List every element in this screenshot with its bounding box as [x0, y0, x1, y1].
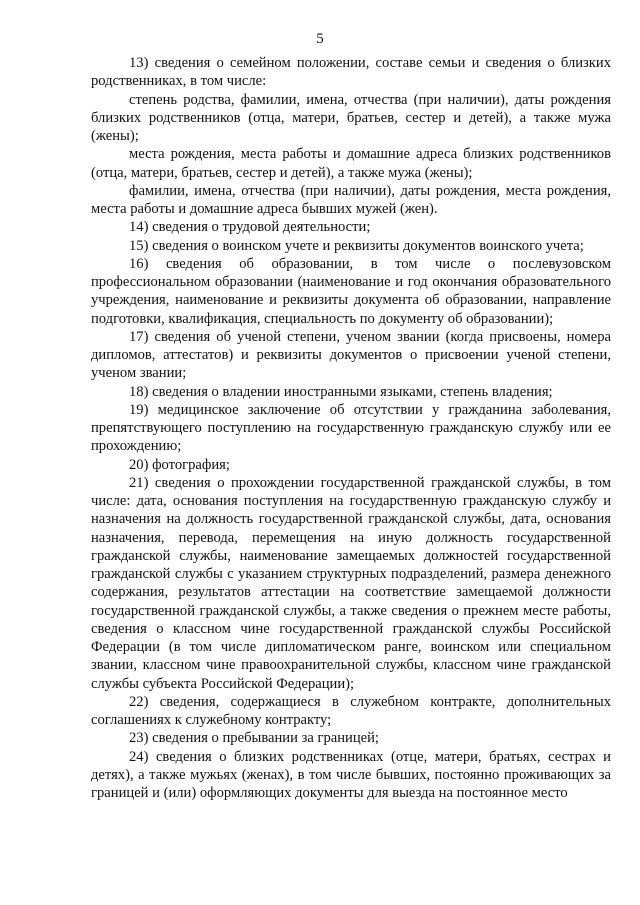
paragraph-15: 15) сведения о воинском учете и реквизиты документов воинского учета;	[129, 237, 584, 254]
paragraph-18: 18) сведения о владении иностранными языками, степень владения;	[129, 383, 553, 400]
paragraph-19: 19) медицинское заключение об отсутствии у гражданина заболевания, препятствующего поступлению на государственную гражданскую службу или ее прохождению;	[91, 401, 611, 455]
document-body	[91, 54, 611, 802]
paragraph-13-degree-of-kinship: степень родства, фамилии, имена, отчества (при наличии), даты рождения близких родственников (отца, матери, братьев, сестер и детей), а также мужа (жены);	[91, 91, 611, 144]
paragraph-13-birth-places: места рождения, места работы и домашние адреса близких родственников (отца, матери, братьев, сестер и детей), а также мужа (жены);	[91, 146, 611, 181]
page-number: 5	[316, 31, 324, 47]
paragraph-14: 14) сведения о трудовой деятельности;	[129, 219, 371, 236]
paragraph-17: 17) сведения об ученой степени, ученом звании (когда присвоены, номера дипломов, аттестатов) и реквизиты документов о присвоении ученой степени, ученом звании;	[91, 328, 611, 382]
paragraph-21: 21) сведения о прохождении государственной гражданской службы, в том числе: дата, основания поступления на государственную гражданскую службу и назначения на должность государственной гражданской службы, дата, основания назначения, перевода, перемещения на иную должность государственной гражданской службы, наименование замещаемых должностей государственной гражданской службы с указанием структурных подразделений, размера денежного содержания, результатов аттестации на соответствие замещаемой должности государственной гражданской службы, а также сведения о прежнем месте работы, сведения о классном чине государственной гражданской службы Российской Федерации (в том числе дипломатическом ранге, воинском или специальном звании, классном чине правоохранительной службы, классном чине гражданской службы субъекта Российской Федерации);	[91, 474, 611, 692]
paragraph-13: 13) сведения о семейном положении, составе семьи и сведения о близких родственниках, в том числе:	[91, 55, 611, 90]
paragraph-23: 23) сведения о пребывании за границей;	[129, 730, 379, 747]
paragraph-24: 24) сведения о близких родственниках (отце, матери, братьях, сестрах и детях), а также мужьях (женах), в том числе бывших, постоянно проживающих за границей и (или) оформляющих документы для выезда на постоянное место	[91, 748, 611, 801]
paragraph-20: 20) фотография;	[129, 456, 230, 473]
paragraph-22: 22) сведения, содержащиеся в служебном контракте, дополнительных соглашениях к служебному контракту;	[91, 693, 611, 728]
paragraph-16: 16) сведения об образовании, в том числе о послевузовском профессиональном образовании (наименование и год окончания образовательного учреждения, наименование и реквизиты документа об образовании, направление подготовки, квалификация, специальность по документу об образовании);	[91, 255, 611, 327]
paragraph-13-former-spouses: фамилии, имена, отчества (при наличии), даты рождения, места рождения, места работы и домашние адреса бывших мужей (жен).	[91, 182, 611, 217]
